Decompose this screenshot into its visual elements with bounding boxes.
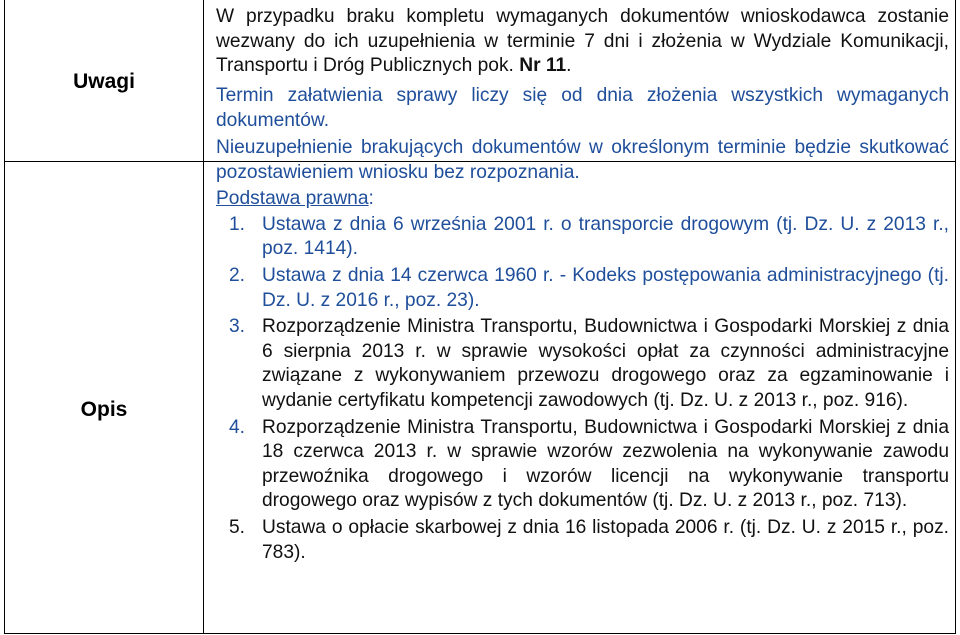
- room-number: Nr 11: [519, 55, 567, 77]
- uwagi-content: [216, 5, 949, 79]
- item-text: Ustawa z dnia 14 czerwca 1960 r. - Kodeks postępowania administracyjnego (tj. Dz. U. z 2016 r., poz. 23).: [262, 264, 949, 311]
- item-number: 2.: [229, 264, 246, 286]
- item-text: Rozporządzenie Ministra Transportu, Budownictwa i Gospodarki Morskiej z dnia 6 sierpnia 2013 r. w sprawie wysokości opłat za czynności administracyjne związane z wykonywaniem przewozu drogowego oraz za egzaminowanie i wydanie certyfikatu kompetencji zawodowych (tj. Dz. U. z 2013 r., poz. 916).: [262, 316, 949, 411]
- termin-paragraph: Termin załatwienia sprawy liczy się od dnia złożenia wszystkich wymaganych dokumentów.: [216, 85, 949, 131]
- item-text: Ustawa z dnia 6 września 2001 r. o transporcie drogowym (tj. Dz. U. z 2013 r., poz. 1414).: [262, 213, 949, 260]
- legal-basis-item: [215, 213, 949, 262]
- opis-content: [216, 136, 949, 567]
- item-number: 4.: [229, 416, 246, 438]
- legal-basis-list: [215, 213, 949, 565]
- uwagi-text: W przypadku braku kompletu wymaganych dokumentów wnioskodawca zostanie wezwany do ich uzupełnienia w terminie 7 dni i złożenia w Wydziale Komunikacji, Transportu i Dróg Publicznych pok.: [216, 6, 949, 77]
- info-table: [4, 0, 956, 634]
- legal-basis-item: [215, 416, 949, 514]
- item-number: 3.: [229, 316, 246, 338]
- item-number: 5.: [229, 516, 246, 538]
- row-label-opis: Opis: [80, 398, 128, 421]
- item-text: Ustawa o opłacie skarbowej z dnia 16 listopada 2006 r. (tj. Dz. U. z 2015 r., poz. 783).: [262, 516, 949, 563]
- row-label-uwagi: Uwagi: [73, 70, 135, 93]
- podstawa-colon: :: [368, 188, 374, 210]
- item-number: 1.: [229, 213, 246, 235]
- podstawa-heading: [216, 187, 949, 212]
- podstawa-label: Podstawa prawna: [216, 188, 369, 210]
- label-column: [5, 0, 204, 633]
- item-text: Rozporządzenie Ministra Transportu, Budownictwa i Gospodarki Morskiej z dnia 18 czerwca 2013 r. w sprawie wzorów zezwolenia na wykonywanie zawodu przewoźnika drogowego i wzorów licencji na wykonywanie transportu drogowego oraz wypisów z tych dokumentów (tj. Dz. U. z 2013 r., poz. 713).: [262, 416, 949, 512]
- legal-basis-item: [215, 264, 949, 313]
- uwagi-period: .: [566, 55, 572, 77]
- termin-content: [216, 84, 949, 133]
- nieuzupelnienie-paragraph: Nieuzupełnienie brakujących dokumentów w określonym terminie będzie skutkować pozostawieniem wniosku bez rozpoznania.: [216, 137, 949, 183]
- uwagi-paragraph: [216, 5, 949, 79]
- legal-basis-item: [215, 315, 949, 413]
- legal-basis-item: [215, 516, 949, 565]
